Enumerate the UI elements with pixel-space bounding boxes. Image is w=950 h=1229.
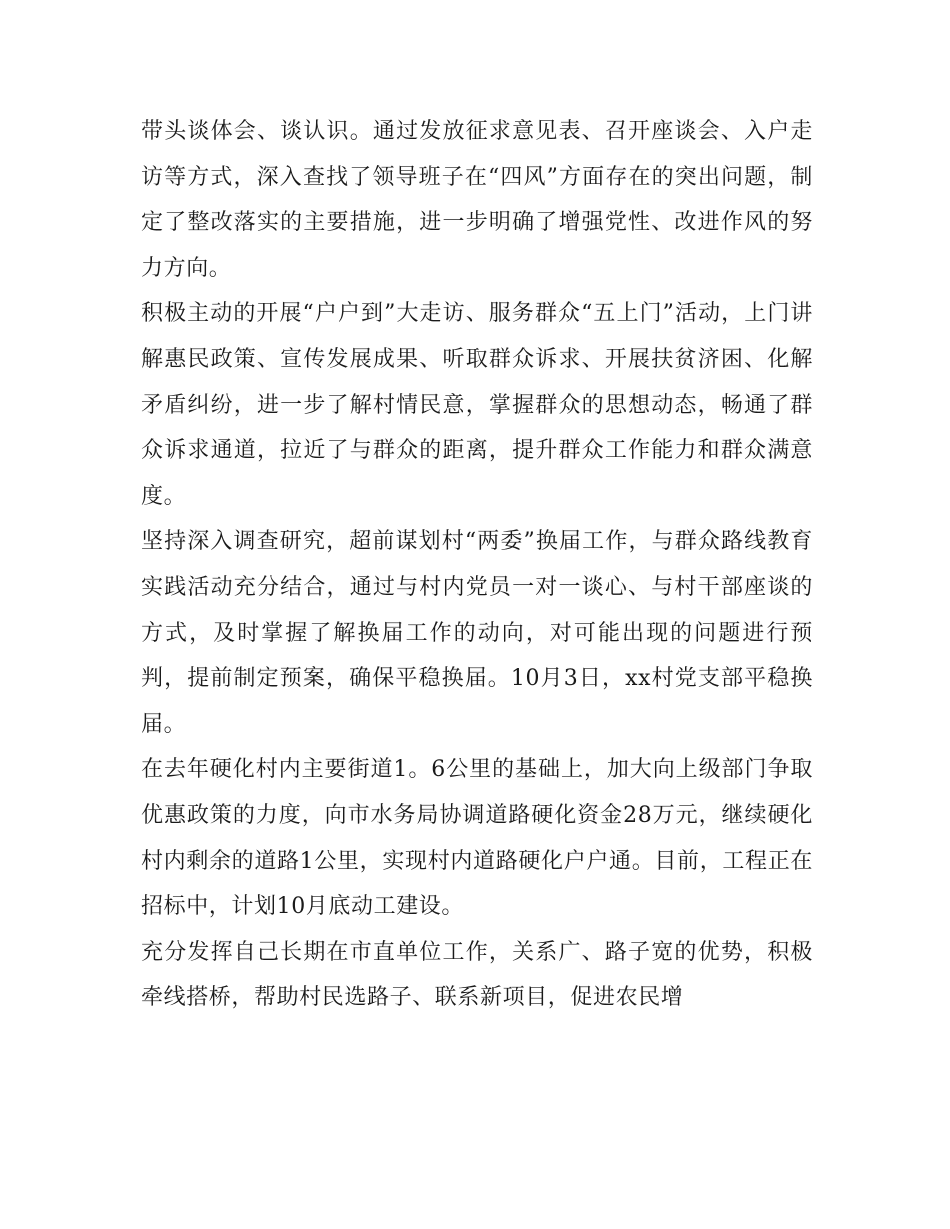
paragraph-1: 带头谈体会、谈认识。通过发放征求意见表、召开座谈会、入户走访等方式，深入查找了领导班子在“四风”方面存在的突出问题，制定了整改落实的主要措施，进一步明确了增强党性、改进作风的努力方向。 — [141, 119, 813, 281]
paragraph-3: 坚持深入调查研究，超前谋划村“两委”换届工作，与群众路线教育实践活动充分结合，通过与村内党员一对一谈心、与村干部座谈的方式，及时掌握了解换届工作的动向，对可能出现的问题进行预判，提前制定预案，确保平稳换届。10月3日，xx村党支部平稳换届。 — [141, 529, 813, 737]
paragraph-5: 充分发挥自己长期在市直单位工作，关系广、路子宽的优势，积极牵线搭桥，帮助村民选路子、联系新项目，促进农民增 — [141, 939, 813, 1011]
paragraph-4: 在去年硬化村内主要街道1。6公里的基础上，加大向上级部门争取优惠政策的力度，向市水务局协调道路硬化资金28万元，继续硬化村内剩余的道路1公里，实现村内道路硬化户户通。目前，工程正在招标中，计划10月底动工建设。 — [141, 757, 813, 920]
paragraph-2: 积极主动的开展“户户到”大走访、服务群众“五上门”活动，上门讲解惠民政策、宣传发展成果、听取群众诉求、开展扶贫济困、化解矛盾纠纷，进一步了解村情民意，掌握群众的思想动态，畅通了群众诉求通道，拉近了与群众的距离，提升群众工作能力和群众满意度。 — [141, 301, 813, 509]
document-body — [141, 109, 813, 1021]
